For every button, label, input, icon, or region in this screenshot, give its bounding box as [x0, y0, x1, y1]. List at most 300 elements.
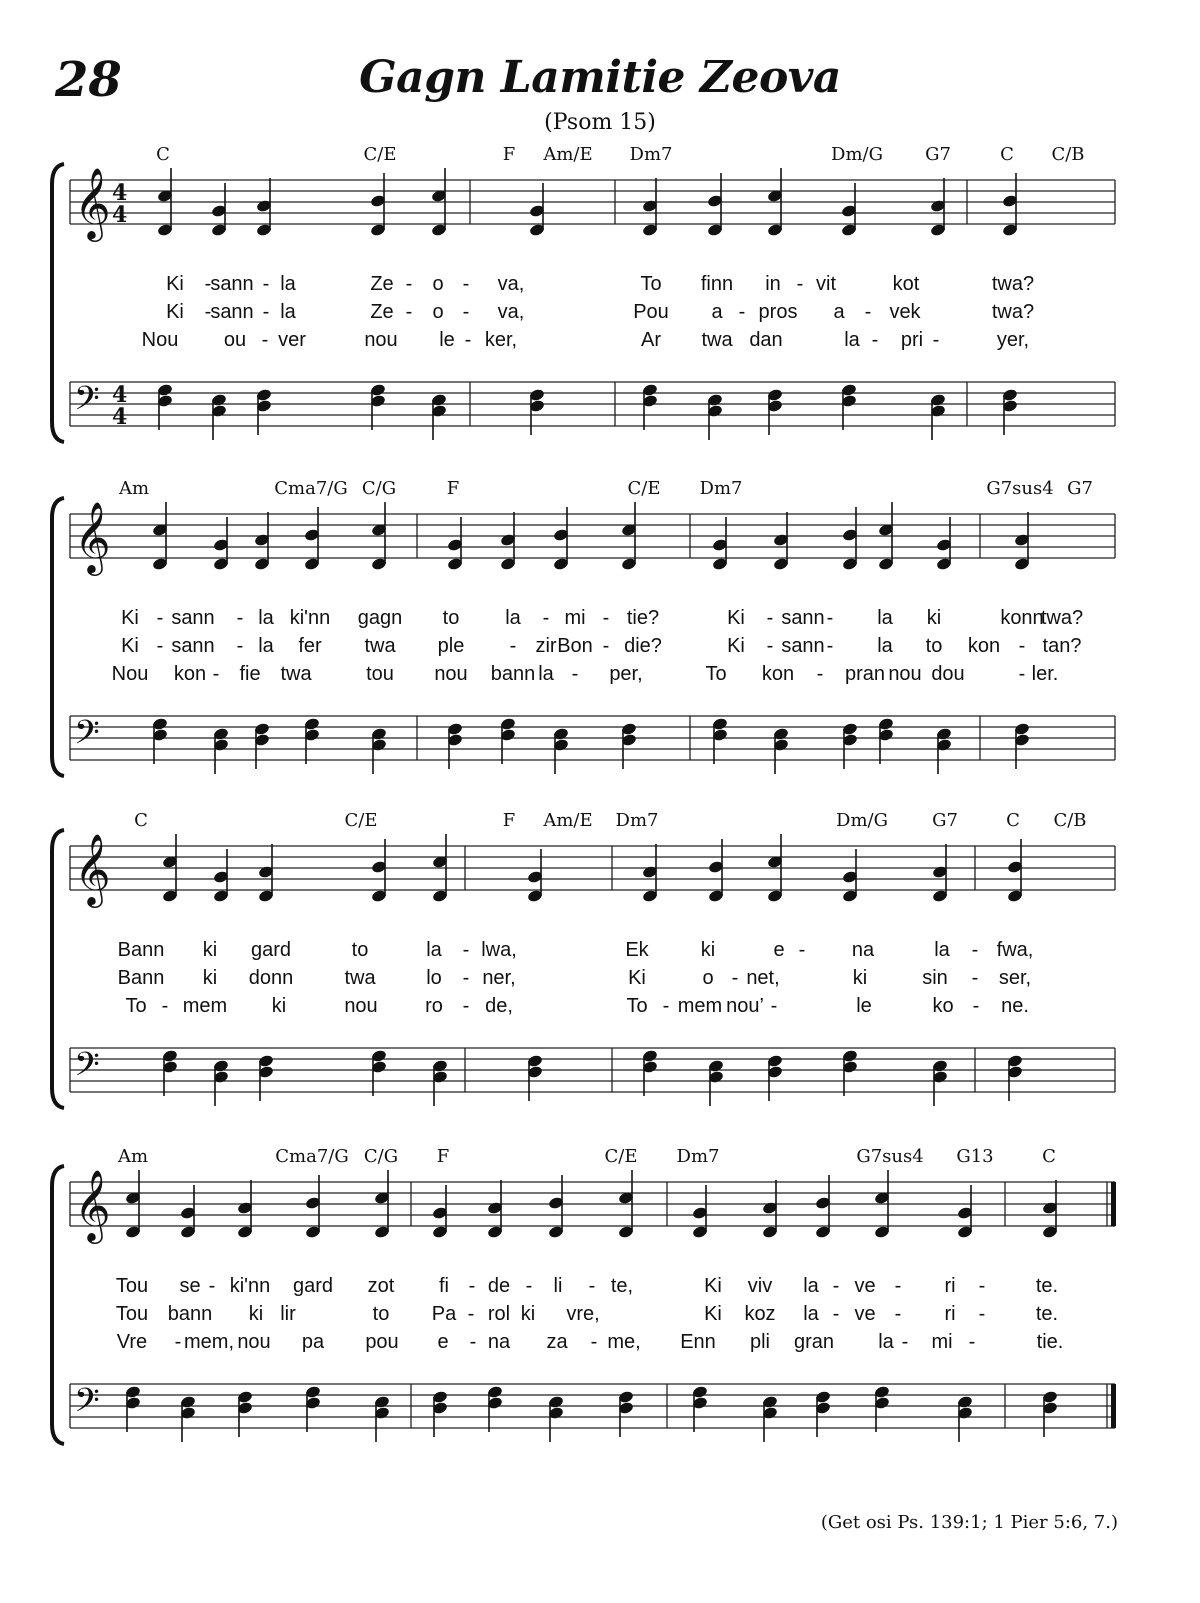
bass-chord-note [642, 1049, 659, 1096]
bass-chord-note [936, 727, 953, 774]
lyric-syllable: pa [301, 1331, 325, 1353]
lyric-syllable: ve [854, 1275, 876, 1297]
lyric-syllable: ki [271, 995, 287, 1017]
bass-chord-note [447, 722, 464, 769]
lyric-hyphen: - [405, 301, 413, 323]
lyric-syllable: va, [497, 301, 525, 323]
chord-symbol: Am/E [543, 810, 593, 831]
bass-chord-note [125, 1385, 142, 1432]
lyric-syllable: Ki [704, 1303, 722, 1325]
lyric-syllable: tie. [1036, 1331, 1064, 1353]
system-bracket [52, 164, 64, 442]
chord-symbol: Dm7 [629, 144, 673, 165]
bass-chord-note [1007, 1054, 1024, 1101]
bass-chord-note [841, 383, 858, 430]
bass-chord-note [527, 1054, 544, 1101]
lyric-hyphen: - [731, 967, 739, 989]
lyric-syllable: twa [364, 635, 396, 657]
lyric-hyphen: - [766, 607, 774, 629]
lyric-syllable: la [877, 635, 893, 657]
lyric-syllable: ki [852, 967, 868, 989]
lyric-hyphen: - [1018, 663, 1026, 685]
bass-chord-note [707, 393, 724, 440]
lyric-syllable: de [487, 1275, 511, 1297]
lyric-syllable: lo [426, 967, 442, 989]
treble-chord-note [642, 844, 659, 903]
lyric-hyphen: - [894, 1303, 902, 1325]
chord-symbol: Dm/G [831, 144, 883, 165]
lyric-syllable: fi [439, 1275, 449, 1297]
bass-chord-note [371, 727, 388, 774]
lyric-syllable: ner, [482, 967, 516, 989]
lyric-syllable: Ki [727, 635, 745, 657]
treble-chord-note [707, 173, 724, 237]
lyric-syllable: na [851, 939, 875, 961]
treble-chord-note [254, 512, 271, 571]
treble-chord-note [371, 839, 388, 903]
system-bracket [52, 498, 64, 776]
bass-clef-icon: 𝄢 [74, 714, 100, 760]
lyric-syllable: ki [202, 967, 218, 989]
treble-clef-icon: 𝄞 [74, 832, 111, 905]
lyric-syllable: vre, [566, 1303, 600, 1325]
bass-chord-note [211, 393, 228, 440]
chord-symbol: C/G [361, 478, 397, 499]
lyric-hyphen: - [770, 995, 778, 1017]
lyric-hyphen: - [894, 1275, 902, 1297]
lyric-syllable: To [705, 663, 727, 685]
lyric-syllable: sann [781, 607, 825, 629]
bass-chord-note [258, 1054, 275, 1101]
lyric-hyphen: - [204, 273, 212, 295]
lyric-syllable: kon [173, 663, 207, 685]
lyric-syllable: la [426, 939, 442, 961]
treble-chord-note [370, 173, 387, 237]
bass-chord-note [213, 727, 230, 774]
lyric-syllable: mem, [184, 1331, 234, 1353]
lyric-syllable: te. [1035, 1303, 1059, 1325]
bass-staff [70, 716, 1115, 760]
lyric-syllable: Nou [141, 329, 179, 351]
lyric-syllable: dan [749, 329, 783, 351]
lyric-syllable: la [844, 329, 860, 351]
chord-symbol: G7 [932, 810, 958, 831]
lyric-syllable: twa [280, 663, 312, 685]
lyric-syllable: Ar [641, 329, 661, 351]
hymn-subtitle: (Psom 15) [544, 110, 656, 135]
lyric-hyphen: - [462, 939, 470, 961]
treble-chord-note [762, 1180, 779, 1239]
lyric-hyphen: - [236, 607, 244, 629]
lyric-syllable: ki [248, 1303, 264, 1325]
lyric-syllable: twa [701, 329, 733, 351]
lyric-syllable: gagn [357, 607, 403, 629]
lyric-hyphen: - [978, 1275, 986, 1297]
lyric-syllable: rol [487, 1303, 511, 1325]
lyric-syllable: Ek [625, 939, 649, 961]
lyric-syllable: Pa [431, 1303, 457, 1325]
lyric-syllable: nou [364, 329, 398, 351]
lyric-syllable: To [640, 273, 662, 295]
bass-chord-note [431, 393, 448, 440]
chord-symbol: Am/E [543, 144, 593, 165]
lyric-syllable: net, [746, 967, 780, 989]
lyric-hyphen: - [204, 301, 212, 323]
treble-chord-note [500, 512, 517, 571]
chord-symbol: F [446, 478, 460, 499]
bass-clef-icon: 𝄢 [74, 1046, 100, 1092]
lyric-syllable: la [280, 301, 296, 323]
treble-staff [70, 180, 1115, 224]
bass-chord-note [618, 1390, 635, 1437]
bass-chord-note [621, 722, 638, 769]
lyric-syllable: tan? [1042, 635, 1082, 657]
lyric-syllable: ler. [1031, 663, 1059, 685]
lyric-syllable: la [878, 1331, 894, 1353]
chord-symbol: G7 [925, 144, 951, 165]
time-signature-denominator: 4 [112, 202, 128, 228]
bass-chord-note [374, 1395, 391, 1442]
lyric-syllable: se [179, 1275, 201, 1297]
music-system [0, 1142, 1200, 1482]
lyric-syllable: pri [900, 329, 924, 351]
lyric-hyphen: - [236, 635, 244, 657]
lyric-syllable: ser, [998, 967, 1032, 989]
bass-chord-note [1042, 1390, 1059, 1437]
music-system [0, 140, 1200, 480]
bass-chord-note [529, 388, 546, 435]
lyric-hyphen: - [212, 663, 220, 685]
lyric-syllable: Ki [121, 635, 139, 657]
lyric-syllable: ki'nn [289, 607, 331, 629]
lyric-syllable: die? [624, 635, 662, 657]
lyric-syllable: ve [854, 1303, 876, 1325]
bass-chord-note [500, 717, 517, 764]
lyric-syllable: mi [931, 1331, 953, 1353]
lyric-syllable: te. [1035, 1275, 1059, 1297]
lyric-syllable: o [432, 273, 444, 295]
lyric-hyphen: - [462, 273, 470, 295]
lyric-syllable: to [372, 1303, 390, 1325]
treble-chord-note [304, 507, 321, 571]
bass-staff [70, 1048, 1115, 1092]
lyric-syllable: Tou [115, 1303, 149, 1325]
chord-symbol: Am [117, 1146, 149, 1167]
lyric-syllable: Bann [117, 967, 165, 989]
lyric-hyphen: - [832, 1275, 840, 1297]
bass-chord-note [878, 717, 895, 764]
lyric-syllable: o [702, 967, 714, 989]
chord-symbol: C/E [627, 478, 661, 499]
lyric-syllable: to [925, 635, 943, 657]
lyric-syllable: zot [367, 1275, 395, 1297]
chord-symbol: C/B [1051, 144, 1085, 165]
lyric-hyphen: - [796, 273, 804, 295]
bass-chord-note [767, 388, 784, 435]
lyric-hyphen: - [156, 635, 164, 657]
lyric-syllable: ri [944, 1275, 956, 1297]
time-signature-numerator: 4 [112, 382, 128, 408]
lyric-hyphen: - [798, 939, 806, 961]
lyric-syllable: in [765, 273, 781, 295]
lyric-syllable: nou [237, 1331, 271, 1353]
lyric-syllable: la [803, 1275, 819, 1297]
lyric-syllable: la [258, 607, 274, 629]
treble-chord-note [553, 507, 570, 571]
lyric-hyphen: - [932, 329, 940, 351]
bass-clef-icon: 𝄢 [74, 380, 100, 426]
treble-chord-note [932, 844, 949, 903]
lyric-syllable: na [487, 1331, 511, 1353]
bass-chord-note [1002, 388, 1019, 435]
bass-clef-icon: 𝄢 [74, 1382, 100, 1428]
lyric-syllable: bann [167, 1303, 213, 1325]
lyric-syllable: bann [490, 663, 536, 685]
lyric-syllable: te, [610, 1275, 634, 1297]
bass-chord-note [773, 727, 790, 774]
lyric-syllable: e [437, 1331, 449, 1353]
lyric-syllable: nou [888, 663, 922, 685]
lyric-syllable: nou [344, 995, 378, 1017]
lyric-syllable: sann [171, 607, 215, 629]
chord-symbol: C [156, 144, 170, 165]
lyric-hyphen: - [832, 1303, 840, 1325]
lyric-syllable: lir [280, 1303, 296, 1325]
lyric-syllable: per, [609, 663, 643, 685]
lyric-syllable: ple [437, 635, 465, 657]
lyric-syllable: yer, [996, 329, 1030, 351]
lyric-syllable: nou’ [726, 995, 764, 1017]
lyric-syllable: sann [210, 301, 254, 323]
bass-chord-note [152, 717, 169, 764]
lyric-hyphen: - [156, 607, 164, 629]
bass-chord-note [162, 1049, 179, 1096]
lyric-hyphen: - [161, 995, 169, 1017]
lyric-hyphen: - [468, 1275, 476, 1297]
lyric-syllable: sann [210, 273, 254, 295]
lyric-syllable: sin [922, 967, 948, 989]
treble-chord-note [930, 178, 947, 237]
lyric-syllable: li [553, 1275, 563, 1297]
bass-chord-note [842, 722, 859, 769]
chord-symbol: F [502, 144, 516, 165]
lyric-syllable: tou [366, 663, 394, 685]
chord-symbol: F [436, 1146, 450, 1167]
lyric-hyphen: - [971, 939, 979, 961]
lyric-syllable: lwa, [481, 939, 517, 961]
lyric-syllable: to [351, 939, 369, 961]
chord-symbol: C [1006, 810, 1020, 831]
lyric-hyphen: - [662, 995, 670, 1017]
chord-symbol: C/E [604, 1146, 638, 1167]
lyric-syllable: za [546, 1331, 568, 1353]
lyric-hyphen: - [525, 1275, 533, 1297]
lyric-syllable: Bann [117, 939, 165, 961]
bass-chord-note [548, 1395, 565, 1442]
treble-chord-note [487, 1180, 504, 1239]
lyric-syllable: Ki [121, 607, 139, 629]
lyric-hyphen: - [968, 1331, 976, 1353]
lyric-hyphen: - [405, 273, 413, 295]
chord-symbol: Dm/G [836, 810, 888, 831]
treble-chord-note [1014, 512, 1031, 571]
lyric-syllable: twa? [1040, 607, 1084, 629]
chord-symbol: Cma7/G [275, 1146, 349, 1167]
chord-symbol: Dm7 [615, 810, 659, 831]
scripture-reference: (Get osi Ps. 139:1; 1 Pier 5:6, 7.) [820, 1512, 1118, 1533]
bass-chord-note [157, 383, 174, 430]
lyric-syllable: twa [344, 967, 376, 989]
lyric-syllable: ker, [484, 329, 518, 351]
lyric-syllable: koz [744, 1303, 776, 1325]
treble-chord-note [548, 1175, 565, 1239]
lyric-syllable: gran [793, 1331, 835, 1353]
bass-chord-note [874, 1385, 891, 1432]
lyric-hyphen: - [602, 607, 610, 629]
lyric-syllable: sann [171, 635, 215, 657]
bass-chord-note [1014, 722, 1031, 769]
lyric-hyphen: - [262, 273, 270, 295]
bass-chord-note [432, 1059, 449, 1106]
treble-chord-note [1007, 839, 1024, 903]
bass-chord-note [256, 388, 273, 435]
bass-chord-note [932, 1059, 949, 1106]
chord-symbol: G7 [1067, 478, 1093, 499]
lyric-syllable: a [833, 301, 845, 323]
lyric-hyphen: - [542, 607, 550, 629]
lyric-syllable: tie? [626, 607, 660, 629]
lyric-syllable: Ki [166, 301, 184, 323]
lyric-syllable: Tou [115, 1275, 149, 1297]
lyric-syllable: vek [889, 301, 921, 323]
lyric-syllable: mem [182, 995, 228, 1017]
lyric-syllable: ver [278, 329, 306, 351]
lyric-hyphen: - [978, 1303, 986, 1325]
chord-symbol: C/E [363, 144, 397, 165]
lyric-syllable: vit [816, 273, 836, 295]
lyric-syllable: ou [223, 329, 247, 351]
treble-chord-note [642, 178, 659, 237]
bass-chord-note [842, 1049, 859, 1096]
time-signature-numerator: 4 [112, 180, 128, 206]
lyric-hyphen: - [462, 301, 470, 323]
bass-chord-note [213, 1059, 230, 1106]
lyric-hyphen: - [509, 635, 517, 657]
lyric-syllable: ko [932, 995, 954, 1017]
bass-chord-note [712, 717, 729, 764]
lyric-syllable: ki [926, 607, 942, 629]
lyric-syllable: donn [248, 967, 294, 989]
lyric-hyphen: - [571, 663, 579, 685]
lyric-syllable: ki [700, 939, 716, 961]
chord-symbol: F [502, 810, 516, 831]
lyric-hyphen: - [261, 329, 269, 351]
lyric-syllable: kon [967, 635, 1001, 657]
treble-clef-icon: 𝄞 [74, 500, 111, 573]
bass-chord-note [708, 1059, 725, 1106]
lyric-syllable: Ze [370, 301, 394, 323]
lyric-syllable: la [505, 607, 521, 629]
lyric-syllable: viv [747, 1275, 773, 1297]
chord-symbol: C [1042, 1146, 1056, 1167]
bass-staff [70, 382, 1115, 426]
bass-chord-note [815, 1390, 832, 1437]
chord-symbol: C/B [1053, 810, 1087, 831]
chord-symbol: G7sus4 [986, 478, 1054, 499]
lyric-syllable: kot [892, 273, 920, 295]
lyric-syllable: fer [298, 635, 322, 657]
chord-symbol: Dm7 [699, 478, 743, 499]
lyric-syllable: twa? [991, 301, 1035, 323]
lyric-syllable: sann [781, 635, 825, 657]
lyric-syllable: to [442, 607, 460, 629]
hymn-title: Gagn Lamitie Zeova [359, 52, 841, 103]
treble-chord-note [237, 1180, 254, 1239]
lyric-syllable: mi [564, 607, 586, 629]
treble-chord-note [708, 839, 725, 903]
lyric-syllable: pou [365, 1331, 399, 1353]
lyric-syllable: me, [607, 1331, 641, 1353]
bass-chord-note [762, 1395, 779, 1442]
lyric-syllable: Ki [704, 1275, 722, 1297]
music-system [0, 806, 1200, 1146]
bass-chord-note [304, 717, 321, 764]
lyric-syllable: konn [1000, 607, 1044, 629]
lyric-hyphen: - [208, 1275, 216, 1297]
lyric-hyphen: - [738, 301, 746, 323]
lyric-syllable: de, [485, 995, 513, 1017]
lyric-hyphen: - [174, 1331, 182, 1353]
lyric-syllable: o [432, 301, 444, 323]
lyric-syllable: Vre [116, 1331, 148, 1353]
lyric-hyphen: - [462, 967, 470, 989]
lyric-syllable: e [773, 939, 785, 961]
lyric-syllable: fie [239, 663, 261, 685]
lyric-hyphen: - [262, 301, 270, 323]
lyric-syllable: twa? [991, 273, 1035, 295]
lyric-syllable: le [439, 329, 455, 351]
lyric-syllable: ki [520, 1303, 536, 1325]
lyric-syllable: To [626, 995, 648, 1017]
bass-chord-note [692, 1385, 709, 1432]
lyric-hyphen: - [972, 995, 980, 1017]
lyric-syllable: Nou [111, 663, 149, 685]
lyric-syllable: gard [250, 939, 292, 961]
bass-chord-note [553, 727, 570, 774]
lyric-hyphen: - [901, 1331, 909, 1353]
lyric-syllable: fwa, [996, 939, 1034, 961]
bass-chord-note [767, 1054, 784, 1101]
bass-chord-note [370, 383, 387, 430]
lyric-syllable: Ki [166, 273, 184, 295]
lyric-syllable: kon [761, 663, 795, 685]
chord-symbol: Am [118, 478, 150, 499]
chord-symbol: Dm7 [676, 1146, 720, 1167]
lyric-hyphen: - [1018, 635, 1026, 657]
lyric-hyphen: - [826, 635, 834, 657]
lyric-syllable: mem [677, 995, 723, 1017]
lyric-syllable: a [711, 301, 723, 323]
treble-chord-note [305, 1175, 322, 1239]
bass-chord-note [237, 1390, 254, 1437]
lyric-syllable: la [538, 663, 554, 685]
bass-chord-note [957, 1395, 974, 1442]
lyric-syllable: la [280, 273, 296, 295]
lyric-hyphen: - [816, 663, 824, 685]
lyric-hyphen: - [871, 329, 879, 351]
treble-chord-note [842, 507, 859, 571]
lyric-hyphen: - [766, 635, 774, 657]
